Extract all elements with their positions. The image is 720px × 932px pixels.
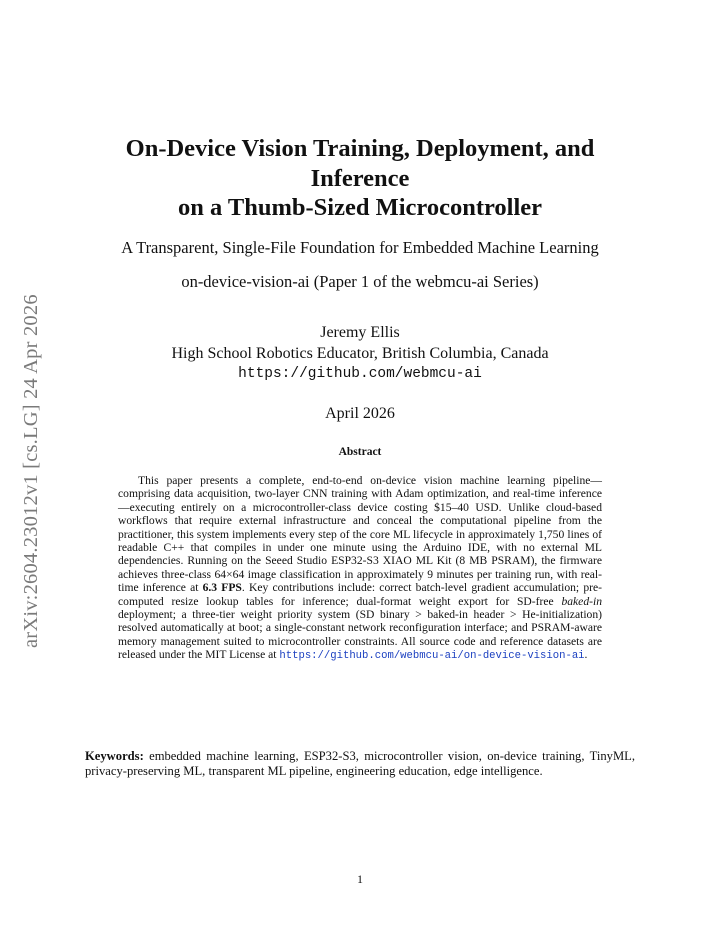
paper-title xyxy=(80,134,640,223)
author-url[interactable]: https://github.com/webmcu-ai xyxy=(238,366,482,382)
keywords-label: Keywords: xyxy=(85,749,144,763)
title-line-1: On-Device Vision Training, Deployment, and xyxy=(125,135,595,162)
author-block xyxy=(60,322,660,385)
author-affiliation: High School Robotics Educator, British Columbia, Canada xyxy=(171,345,549,362)
abstract-text-end: . xyxy=(584,648,588,662)
abstract-text-2: . Key contributions include: correct batch-level gradient accumulation; pre-computed resize lookup tables for inference; dual-format weight export for SD-free xyxy=(118,581,602,608)
arxiv-sidebar-stamp xyxy=(14,258,54,648)
abstract-baked-in: baked-in xyxy=(561,594,602,608)
keywords-text: embedded machine learning, ESP32-S3, microcontroller vision, on-device training, TinyML, privacy-preserving ML, transparent ML pipeline, engineering education, edge intelligence. xyxy=(85,749,635,779)
abstract-fps: 6.3 FPS xyxy=(202,581,242,595)
title-line-3: on a Thumb-Sized Microcontroller xyxy=(177,194,543,221)
abstract-text-1: This paper presents a complete, end-to-end on-device vision machine learning pipeline—comprising data acquisition, two-layer CNN training with Adam optimization, and real-time inference—executing entirely on a microcontroller-class device costing $15–40 USD. Unlike cloud-based workflows that require external infrastructure and conceal the computational pipeline from the practitioner, this system implements every step of the core ML lifecycle in approximately 1,750 lines of readable C++ that compiles in under one minute using the Arduino IDE, with no external ML dependencies. Running on the Seeed Studio ESP32-S3 XIAO ML Kit (8 MB PSRAM), the firmware achieves three-class 64×64 image classification in approximately 9 minutes per training run, with real-time inference at xyxy=(118,474,602,595)
keywords-block xyxy=(85,749,635,779)
author-name: Jeremy Ellis xyxy=(320,324,400,341)
page-number: 1 xyxy=(357,872,363,886)
paper-date: April 2026 xyxy=(325,405,395,422)
title-line-2: Inference xyxy=(310,164,410,192)
repo-link[interactable]: https://github.com/webmcu-ai/on-device-vision-ai xyxy=(279,650,585,663)
abstract-text-3: deployment; a three-tier weight priority system (SD binary > baked-in header > He-initialization) resolved automatically at boot; a single-constant network reconfiguration interface; and PSRAM-aware memory management suited to microcontroller constraints. All source code and reference datasets are released under the MIT License at xyxy=(118,608,602,662)
paper-subtitle: A Transparent, Single-File Foundation for Embedded Machine Learning xyxy=(121,238,599,257)
series-line: on-device-vision-ai (Paper 1 of the webmcu-ai Series) xyxy=(181,272,539,291)
abstract-heading: Abstract xyxy=(338,446,382,458)
arxiv-identifier: arXiv:2604.23012v1 [cs.LG] 24 Apr 2026 xyxy=(20,294,42,648)
abstract-body xyxy=(118,474,602,664)
